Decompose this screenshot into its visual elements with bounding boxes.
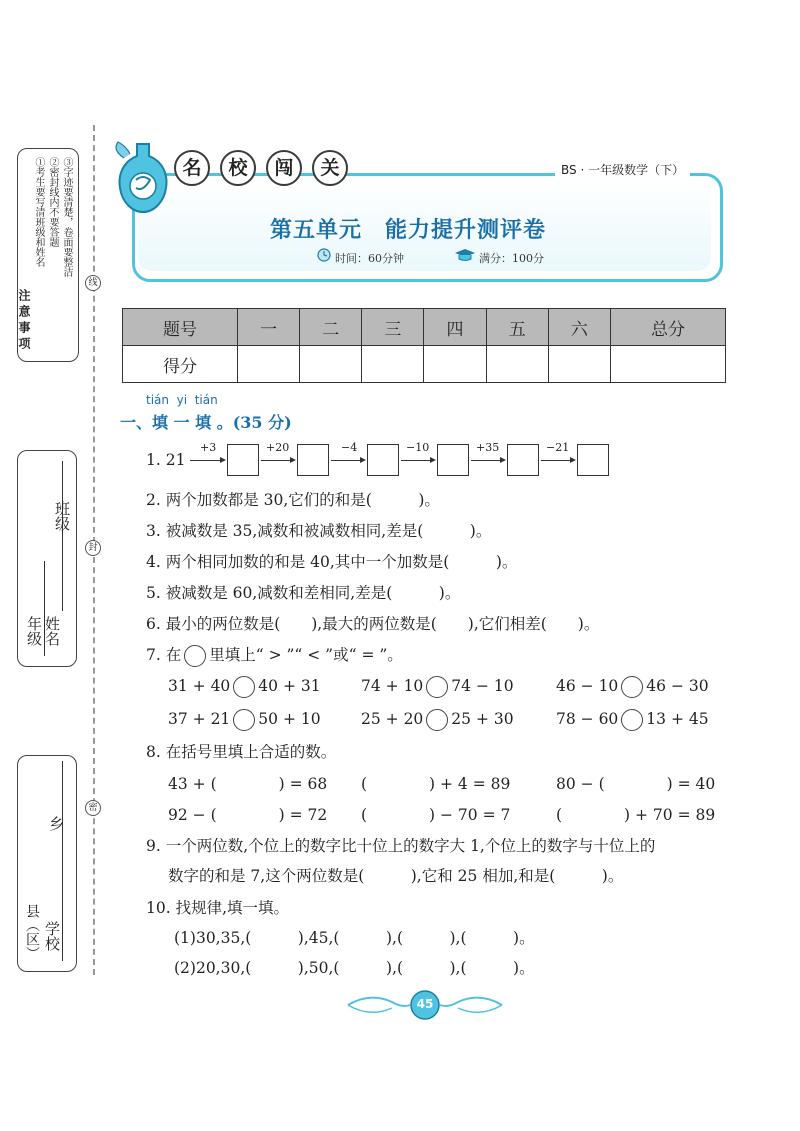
compare-circle[interactable]: [621, 709, 643, 731]
score-input[interactable]: [238, 346, 300, 383]
q1-op-5: +35: [476, 441, 500, 454]
cell-score-label: 得分: [123, 346, 238, 383]
q9-line-1: 9. 一个两位数,个位上的数字比十位上的数字大 1,个位上的数字与十位上的: [146, 837, 656, 855]
q10-line-1: (1)30,35,( ),45,( ),( ),( )。: [174, 929, 535, 947]
q1-op-6: −21: [546, 441, 570, 454]
q10-line-2: (2)20,30,( ),50,( ),( ),( )。: [174, 959, 535, 977]
q10-instruction: 10. 找规律,填一填。: [146, 899, 290, 917]
q7-item: [168, 709, 321, 731]
student-info-box: [17, 450, 77, 667]
q8-item: 92 − ( ) = 72: [168, 806, 328, 824]
q7-right: 74 − 10: [451, 677, 514, 695]
score-table-score-row: [123, 346, 726, 383]
grade-label: 年级: [25, 616, 43, 646]
arrow-icon: [401, 460, 434, 461]
notice-title: 注意事项: [17, 289, 31, 353]
time-limit: 时间：60分钟: [335, 252, 404, 265]
cell-q5: 五: [486, 309, 548, 346]
compare-circle[interactable]: [426, 709, 448, 731]
score-input[interactable]: [610, 346, 725, 383]
arrow-icon: [190, 460, 224, 461]
q1-op-3: −4: [341, 441, 358, 454]
q3: 3. 被减数是 35,减数和被减数相同,差是( )。: [146, 522, 492, 540]
q7-right: 50 + 10: [258, 710, 321, 728]
q7-suffix: 里填上“ > ”“ < ”或“ = ”。: [209, 646, 403, 664]
q8-item: ( ) + 70 = 89: [556, 806, 716, 824]
q7-prefix: 7. 在: [146, 646, 182, 664]
arrow-icon: [331, 460, 364, 461]
arrow-icon: [261, 460, 294, 461]
q5: 5. 被减数是 60,减数和差相同,差是( )。: [146, 584, 461, 602]
score-input[interactable]: [486, 346, 548, 383]
q7-right: 25 + 30: [451, 710, 514, 728]
q7-left: 25 + 20: [361, 710, 424, 728]
score-table: [122, 308, 726, 383]
section-heading: 一、填 一 填 。(35 分): [120, 413, 292, 432]
q7-right: 46 − 30: [646, 677, 709, 695]
q8-instruction: 8. 在括号里填上合适的数。: [146, 743, 337, 761]
q1-answer-box[interactable]: [437, 444, 469, 476]
q9-line-2: 数字的和是 7,这个两位数是( ),它和 25 相加,和是( )。: [168, 867, 624, 885]
town-label: 乡: [47, 816, 65, 831]
q7-right: 40 + 31: [258, 677, 321, 695]
cell-q6: 六: [548, 309, 610, 346]
q7-left: 46 − 10: [556, 677, 619, 695]
cell-q4: 四: [424, 309, 486, 346]
compare-circle-icon: [184, 645, 206, 667]
q7-left: 78 − 60: [556, 710, 619, 728]
q1-answer-box[interactable]: [577, 444, 609, 476]
q8-item: ( ) + 4 = 89: [361, 775, 511, 793]
county-label: 县（区）: [24, 904, 40, 960]
q1-answer-box[interactable]: [507, 444, 539, 476]
school-info-box: [17, 755, 77, 972]
q7-left: 74 + 10: [361, 677, 424, 695]
q7-instruction: [146, 643, 403, 667]
page-title: 第五单元 能力提升测评卷: [270, 217, 547, 243]
class-blank[interactable]: [62, 461, 63, 611]
score-input[interactable]: [424, 346, 486, 383]
q6: 6. 最小的两位数是( ),最大的两位数是( ),它们相差( )。: [146, 615, 600, 633]
q7-item: [361, 676, 514, 698]
q8-item: ( ) − 70 = 7: [361, 806, 511, 824]
q7-item: [556, 676, 709, 698]
brand-char-3: 闯: [266, 150, 302, 186]
q2: 2. 两个加数都是 30,它们的和是( )。: [146, 491, 440, 509]
cell-q1: 一: [238, 309, 300, 346]
q1-answer-box[interactable]: [367, 444, 399, 476]
cell-item: 题号: [123, 309, 238, 346]
compare-circle[interactable]: [426, 676, 448, 698]
arrow-icon: [471, 460, 504, 461]
q1-label: 1. 21: [146, 451, 186, 469]
brand-char-1: 名: [174, 150, 210, 186]
cell-q2: 二: [300, 309, 362, 346]
school-label: 学校: [43, 921, 61, 951]
q1-op-2: +20: [266, 441, 290, 454]
q7-item: [361, 709, 514, 731]
score-table-header-row: [123, 309, 726, 346]
q1-answer-box[interactable]: [227, 444, 259, 476]
seal-char-mi: 密: [85, 800, 101, 816]
score-input[interactable]: [300, 346, 362, 383]
q1-op-4: −10: [406, 441, 430, 454]
q1-answer-box[interactable]: [297, 444, 329, 476]
notice-box: [17, 148, 79, 362]
vase-logo-icon: [112, 140, 174, 218]
q1-op-1: +3: [200, 441, 217, 454]
town-blank[interactable]: [62, 761, 63, 961]
q7-left: 31 + 40: [168, 677, 231, 695]
cell-total: 总分: [610, 309, 725, 346]
full-score: 满分：100分: [479, 252, 544, 265]
q7-item: [168, 676, 321, 698]
section-pinyin: tián yi tián: [146, 393, 218, 407]
q4: 4. 两个相同加数的和是 40,其中一个加数是( )。: [146, 553, 518, 571]
class-label: 班级: [53, 501, 71, 531]
grad-cap-icon: [454, 248, 476, 262]
q8-item: 43 + ( ) = 68: [168, 775, 328, 793]
compare-circle[interactable]: [621, 676, 643, 698]
q7-item: [556, 709, 709, 731]
score-input[interactable]: [548, 346, 610, 383]
brand-char-2: 校: [220, 150, 256, 186]
notice-item-2: ②密封线内不要答题: [47, 157, 58, 247]
compare-circle[interactable]: [233, 709, 255, 731]
seal-char-feng: 封: [85, 540, 101, 556]
notice-item-3: ③字迹要清楚，卷面要整洁: [61, 157, 72, 277]
brand-char-4: 关: [312, 150, 348, 186]
cell-q3: 三: [362, 309, 424, 346]
score-input[interactable]: [362, 346, 424, 383]
notice-item-1: ①考生要写清班级和姓名: [33, 157, 44, 267]
seal-char-xian: 线: [85, 275, 101, 291]
clock-icon: [316, 248, 332, 262]
arrow-icon: [541, 460, 574, 461]
page-number: 45: [416, 997, 434, 1011]
q7-right: 13 + 45: [646, 710, 709, 728]
q7-left: 37 + 21: [168, 710, 231, 728]
name-label: 姓名: [43, 616, 61, 646]
brand-title: [168, 148, 368, 188]
series-label: BS · 一年级数学（下）: [555, 161, 690, 178]
q8-item: 80 − ( ) = 40: [556, 775, 716, 793]
compare-circle[interactable]: [233, 676, 255, 698]
